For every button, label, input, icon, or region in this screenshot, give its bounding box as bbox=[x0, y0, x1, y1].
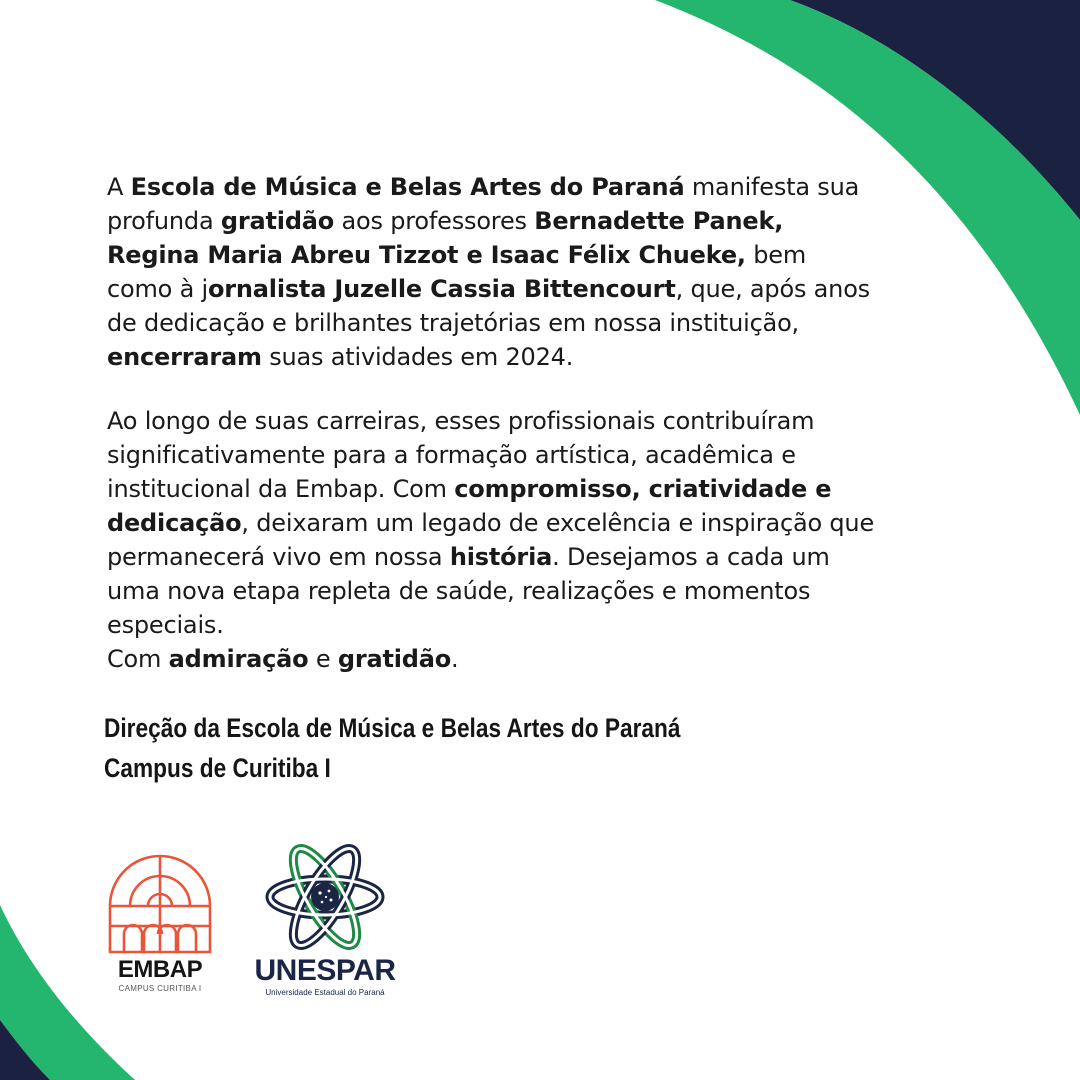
signature-line-2: Campus de Curitiba I bbox=[104, 753, 331, 783]
unespar-wordmark: UNESPAR bbox=[254, 954, 396, 987]
paragraph-1: A Escola de Música e Belas Artes do Paraná manifesta sua profunda gratidão aos professores Bernadette Panek, Regina Maria Abreu Tizzot e Isaac Félix Chueke, bem como à jornalista Juzelle Cassia Bittencourt, que, após anos de dedicação e brilhantes trajetórias em nossa instituição, encerraram suas atividades em 2024. bbox=[107, 173, 870, 371]
school-name: Escola de Música e Belas Artes do Paraná bbox=[130, 173, 685, 201]
signature-line-1: Direção da Escola de Música e Belas Artes do Paraná bbox=[104, 713, 681, 743]
embap-arch-icon bbox=[100, 846, 220, 956]
unespar-subtitle: Universidade Estadual do Paraná bbox=[265, 988, 385, 997]
professor-names: Bernadette Panek, Regina Maria Abreu Tizzot e Isaac Félix Chueke, bbox=[107, 207, 784, 269]
embap-wordmark: EMBAP bbox=[117, 956, 203, 983]
journalist-name: ornalista Juzelle Cassia Bittencourt bbox=[207, 275, 676, 303]
signature-block bbox=[104, 708, 776, 788]
tribute-message bbox=[107, 170, 877, 676]
paragraph-2: Ao longo de suas carreiras, esses profissionais contribuíram significativamente para a formação artística, acadêmica e institucional da Embap. Com compromisso, criatividade e dedicação, deixaram um legado de excelência e inspiração que permanecerá vivo em nossa história. Desejamos a cada um uma nova etapa repleta de saúde, realizações e momentos especiais. Com admiração e gratidão. bbox=[107, 407, 875, 673]
embap-subtitle: CAMPUS CURITIBA I bbox=[118, 984, 202, 993]
unespar-emblem-icon bbox=[240, 835, 410, 955]
unespar-logo bbox=[240, 835, 410, 1005]
embap-logo bbox=[100, 846, 220, 1006]
